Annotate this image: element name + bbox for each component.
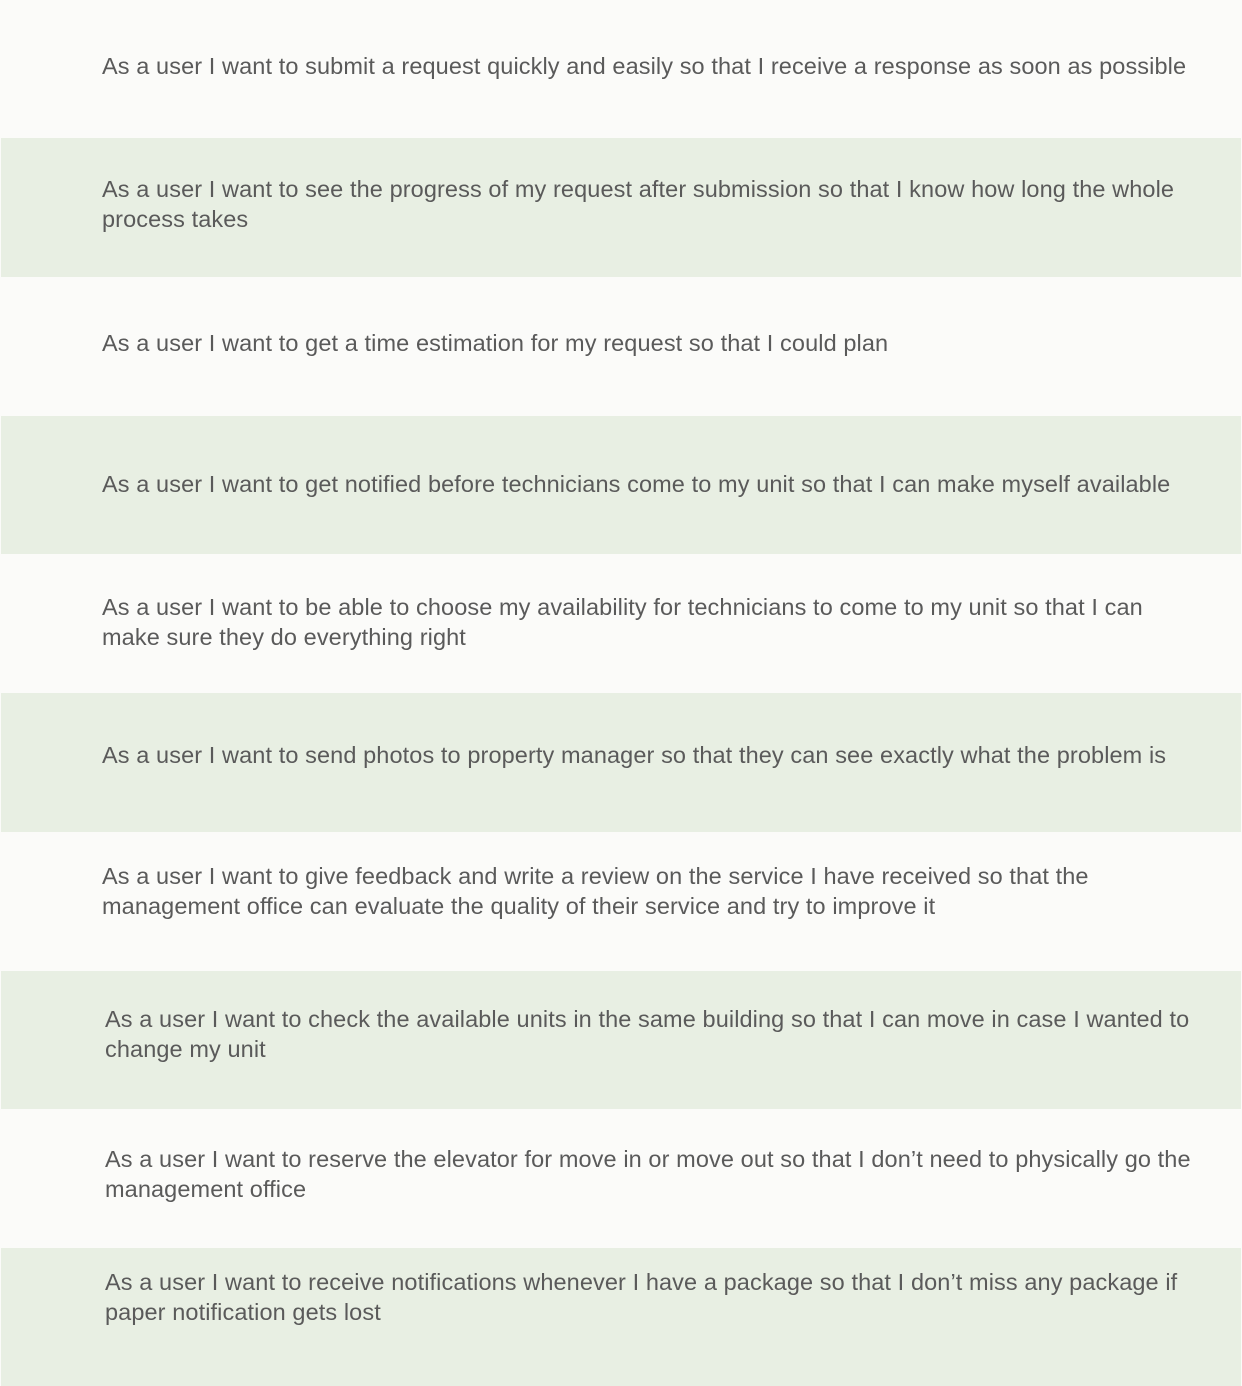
- user-story-text: As a user I want to reserve the elevator for move in or move out so that I don’t need to physically go the management office: [105, 1146, 1191, 1202]
- user-story-text: As a user I want to see the progress of my request after submission so that I know how long the whole process takes: [102, 175, 1175, 232]
- user-story-row: [1, 277, 1241, 416]
- user-story-row: [1, 1248, 1241, 1386]
- user-story-text: As a user I want to send photos to property manager so that they can see exactly what the problem is: [102, 741, 1167, 768]
- user-story-text: As a user I want to submit a request quickly and easily so that I receive a response as soon as possible: [102, 53, 1187, 79]
- user-story-row: [1, 554, 1241, 693]
- user-story-row: [1, 832, 1241, 971]
- user-story-text: As a user I want to be able to choose my availability for technicians to come to my unit so that I can make sure they do everything right: [102, 593, 1143, 650]
- user-story-text: As a user I want to receive notifications whenever I have a package so that I don’t miss any package if paper notification gets lost: [105, 1269, 1178, 1325]
- user-story-row: [1, 416, 1241, 554]
- user-story-row: [1, 0, 1241, 138]
- user-story-text: As a user I want to check the available units in the same building so that I can move in case I wanted to change my unit: [105, 1006, 1190, 1062]
- user-story-row: [1, 138, 1241, 277]
- user-story-text: As a user I want to get a time estimation for my request so that I could plan: [102, 329, 889, 356]
- user-story-row: [1, 1109, 1241, 1248]
- user-story-row: [1, 693, 1241, 832]
- user-story-text: As a user I want to give feedback and write a review on the service I have received so that the management office can evaluate the quality of their service and try to improve it: [102, 862, 1089, 919]
- user-story-row: [1, 971, 1241, 1109]
- user-story-text: As a user I want to get notified before technicians come to my unit so that I can make myself available: [102, 471, 1171, 497]
